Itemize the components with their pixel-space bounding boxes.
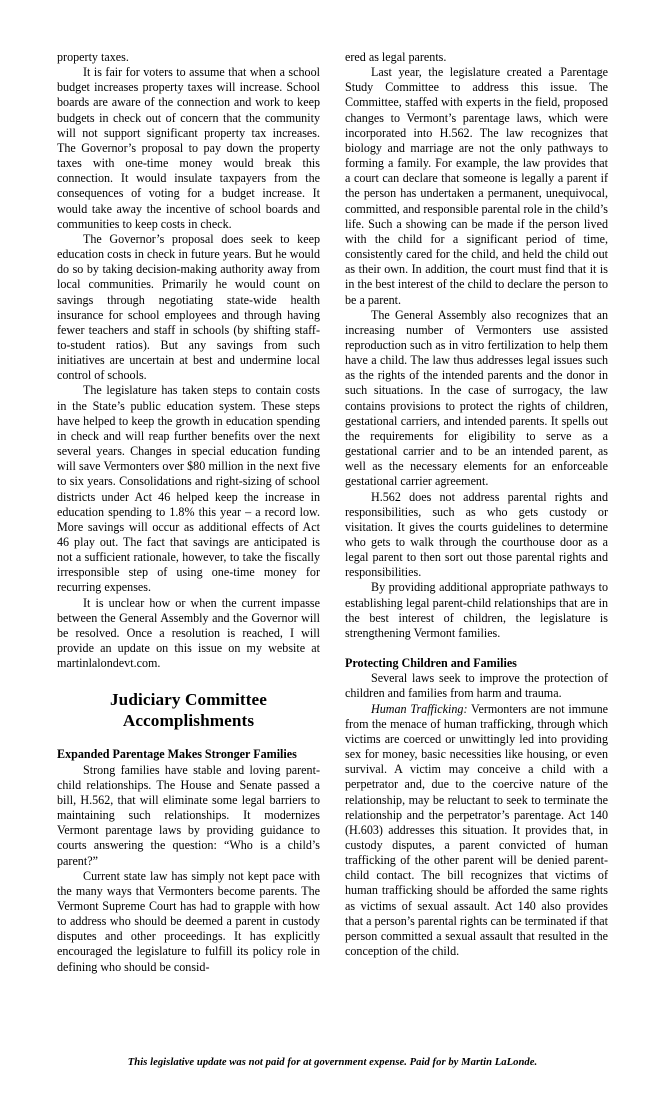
- human-trafficking-body: Vermonters are not immune from the menace of human trafficking, through which victims are coerced or unwittingly led into providing sex for money, basic necessities like housing, or even survival. A victim may conceive a child with a perpetrator and, due to the coercive nature of the relationship, may be reluctant to seek to terminate the relationship and the perpetrator’s parentage. Act 140 (H.603) addresses this situation. It provides that, in custody disputes, a parent convicted of human trafficking of the other parent will be denied parent-child contact. The bill recognizes that victims of human trafficking should be afforded the same rights as victims of sexual assault. Act 140 also provides that a person’s parental rights can be terminated if that person committed a sexual assault that resulted in the conception of the child.: [345, 701, 608, 959]
- paragraph-voters-assume: It is fair for voters to assume that when a school budget increases property taxes will increase. School boards are aware of the connection and work to keep budgets in check out of concern that the community will not support significant property tax increases. The Governor’s proposal to pay down the property taxes with one-time money would break this connection. It would insulate taxpayers from the consequences of voting for a budget increase. It would take away the incentive of school boards and communities to keep costs in check.: [57, 65, 320, 231]
- paragraph-assisted-reproduction: The General Assembly also recognizes that an increasing number of Vermonters use assisted reproduction such as in vitro fertilization to help them have a child. The law thus addresses legal issues such as the rights of the intended parents and the donor in such situations. In the case of surrogacy, the law contains provisions to protect the rights of children, gestational carriers, and intended parents. It spells out the requirements for eligibility to serve as a gestational carrier and to be an intended parent, as well as the necessary elements for an enforceable gestational carrier agreement.: [345, 307, 608, 489]
- paragraph-h562-scope: H.562 does not address parental rights and responsibilities, such as who gets custody or visitation. It gives the courts guidelines to determine who gets to walk through the courthouse door as a legal parent to then sort out those parental rights and responsibilities.: [345, 489, 608, 580]
- subheading-expanded-parentage: Expanded Parentage Makes Stronger Families: [57, 747, 297, 762]
- paragraph-current-state-law: Current state law has simply not kept pace with the many ways that Vermonters become parents. The Vermont Supreme Court has had to grapple with how to address who should be deemed a parent in custody disputes and other proceedings. It has explicitly encouraged the legislature to fulfill its policy role in defining who should be consid-: [57, 868, 320, 974]
- paragraph-human-trafficking: [345, 702, 608, 960]
- subheading-protecting-children: Protecting Children and Families: [345, 656, 517, 671]
- paragraph-governor-proposal: The Governor’s proposal does seek to keep education costs in check in future years. But he would do so by taking decision-making authority away from local communities. Primarily he would count on savings through negotiating state-wide health insurance for school employees and through having fewer teachers and staff in schools (by shifting staff-to-student ratios). But any savings from such initiatives are uncertain at best and undermine local control of schools.: [57, 231, 320, 383]
- section-heading-judiciary: Judiciary Committee Accomplishments: [109, 690, 268, 730]
- two-column-body: [57, 50, 608, 1025]
- footer-disclaimer: This legislative update was not paid for at government expense. Paid for by Martin LaLonde.: [127, 1057, 538, 1068]
- paragraph-impasse: It is unclear how or when the current impasse between the General Assembly and the Governor will be resolved. Once a resolution is reached, I will provide an update on this issue on my website at martinlalondevt.com.: [57, 595, 320, 671]
- run-in-label-human-trafficking: Human Trafficking:: [371, 701, 468, 716]
- right-column: [345, 50, 608, 1025]
- paragraph-legal-parents-continuation: ered as legal parents.: [345, 50, 447, 64]
- paragraph-property-taxes: property taxes.: [57, 50, 129, 64]
- paragraph-legislature-contain-costs: The legislature has taken steps to contain costs in the State’s public education system. These steps have helped to keep the growth in education spending in check and will reap further benefits over the next several years. Changes in special education funding will save Vermonters over $80 million in the next five to six years. Consolidations and right-sizing of school districts under Act 46 helped keep the increase in education spending to 1.8% this year – a record low. More savings will occur as additional effects of Act 46 play out. The fact that savings are anticipated is not a sufficient rationale, however, to take the fiscally irresponsible step of using one-time money for recurring expenses.: [57, 383, 320, 595]
- paragraph-strong-families: Strong families have stable and loving parent-child relationships. The House and Senate passed a bill, H.562, that will eliminate some legal barriers to maintaining such relationships. It modernizes Vermont parentage laws by providing guidance to courts answering the question: “Who is a child’s parent?”: [57, 762, 320, 868]
- paragraph-pathways-conclusion: By providing additional appropriate pathways to establishing legal parent-child relationships that are in the best interest of children, the legislature is strengthening Vermont families.: [345, 580, 608, 640]
- left-column: [57, 50, 320, 1025]
- paragraph-parentage-study-committee: Last year, the legislature created a Parentage Study Committee to address this issue. The Committee, staffed with experts in the field, proposed changes to Vermont’s parentage laws, which were incorporated into H.562. The law recognizes that biology and marriage are not the only pathways to forming a family. For example, the law provides that a court can declare that someone is legally a parent if the person has undertaken a permanent, unequivocal, committed, and responsible parental role in the child’s life. Such a showing can be made if the person lived with the child for a significant period of time, consistently cared for the child, and held the child out as their own. In addition, the court must find that it is in the best interest of the child to declare the person to be a parent.: [345, 65, 608, 307]
- paragraph-several-laws: Several laws seek to improve the protection of children and families from harm and trauma.: [345, 671, 608, 701]
